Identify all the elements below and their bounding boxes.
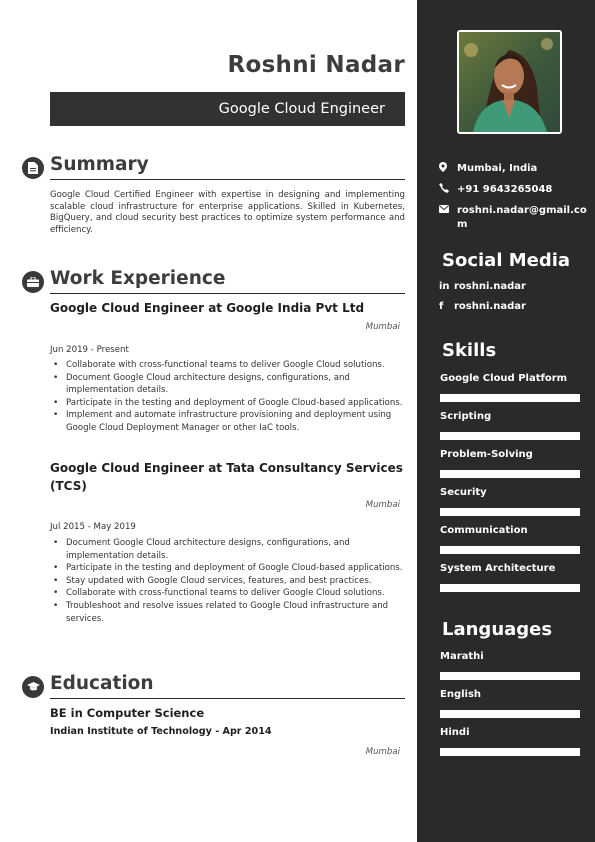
- list-item: • Participate in the testing and deployment of Google Cloud-based applications.: [50, 397, 405, 410]
- list-item: • Collaborate with cross-functional teams to deliver Google Cloud solutions.: [50, 587, 405, 600]
- social-item-facebook[interactable]: [439, 299, 589, 313]
- language-item: [440, 688, 580, 726]
- language-name: Marathi: [440, 651, 484, 662]
- language-level-bar: [440, 748, 580, 756]
- job-2-dates: Jul 2015 - May 2019: [50, 522, 136, 532]
- skill-level-bar: [440, 508, 580, 516]
- contact-location: [439, 162, 589, 177]
- skill-name: Communication: [440, 525, 528, 536]
- skill-level-bar: [440, 432, 580, 440]
- job-2-title: Google Cloud Engineer at Tata Consultancy Services (TCS): [50, 461, 403, 493]
- skill-item: [440, 448, 580, 486]
- briefcase-icon: [22, 271, 44, 293]
- summary-text: Google Cloud Certified Engineer with expertise in designing and implementing scalable cloud infrastructure for enterprise applications. Skilled in Kubernetes, BigQuery, and cloud security best practices to optimize system performance and efficiency.: [50, 190, 405, 235]
- phone-icon: [439, 183, 457, 198]
- list-item: • Collaborate with cross-functional teams to deliver Google Cloud solutions.: [50, 359, 405, 372]
- social-media-heading: Social Media: [442, 250, 571, 271]
- graduation-cap-icon: [22, 676, 44, 698]
- list-item: • Document Google Cloud architecture designs, configurations, and implementation details.: [50, 537, 405, 562]
- list-item: • Stay updated with Google Cloud services, features, and best practices.: [50, 575, 405, 588]
- facebook-icon: f: [439, 300, 444, 312]
- job-1-responsibilities: [50, 359, 405, 435]
- envelope-icon: [439, 204, 457, 218]
- job-1-dates: Jun 2019 - Present: [50, 345, 129, 355]
- social-item-linkedin[interactable]: [439, 279, 589, 293]
- skill-name: System Architecture: [440, 563, 556, 574]
- contact-info: [439, 162, 589, 238]
- sidebar: [417, 0, 595, 842]
- email-text: roshni.nadar@gmail.com: [457, 205, 587, 230]
- list-item: • Implement and automate infrastructure provisioning and deployment using Google Cloud Deployment Manager or other IaC tools.: [50, 409, 405, 434]
- list-item: • Document Google Cloud architecture designs, configurations, and implementation details.: [50, 372, 405, 397]
- education-location: Mumbai: [365, 747, 400, 757]
- linkedin-icon: in: [439, 280, 450, 292]
- languages-heading: Languages: [442, 619, 553, 640]
- skill-level-bar: [440, 394, 580, 402]
- job-2-responsibilities: [50, 537, 405, 625]
- skill-item: [440, 562, 580, 600]
- contact-phone[interactable]: [439, 183, 589, 198]
- contact-email[interactable]: [439, 204, 589, 232]
- skill-level-bar: [440, 584, 580, 592]
- skill-item: [440, 524, 580, 562]
- education-heading: Education: [50, 672, 405, 699]
- language-name: Hindi: [440, 727, 470, 738]
- phone-text: +91 9643265048: [457, 184, 553, 195]
- skill-level-bar: [440, 470, 580, 478]
- skills-heading: Skills: [442, 340, 497, 361]
- job-2-location: Mumbai: [365, 500, 400, 510]
- map-pin-icon: [439, 162, 457, 177]
- language-level-bar: [440, 710, 580, 718]
- degree-title: BE in Computer Science: [50, 706, 205, 720]
- skill-item: [440, 372, 580, 410]
- linkedin-handle: roshni.nadar: [454, 280, 526, 292]
- facebook-handle: roshni.nadar: [454, 300, 526, 312]
- skill-item: [440, 486, 580, 524]
- job-1-title: Google Cloud Engineer at Google India Pvt Ltd: [50, 301, 365, 315]
- languages-list: [440, 650, 580, 764]
- skill-item: [440, 410, 580, 448]
- skills-list: [440, 372, 580, 600]
- list-item: • Participate in the testing and deployment of Google Cloud-based applications.: [50, 562, 405, 575]
- list-item: • Troubleshoot and resolve issues related to Google Cloud infrastructure and services.: [50, 600, 405, 625]
- skill-name: Google Cloud Platform: [440, 373, 568, 384]
- skill-level-bar: [440, 546, 580, 554]
- language-item: [440, 726, 580, 764]
- candidate-name: Roshni Nadar: [227, 52, 405, 78]
- social-list: [439, 279, 589, 319]
- skill-name: Scripting: [440, 411, 492, 422]
- profile-photo: [457, 30, 562, 134]
- skill-name: Problem-Solving: [440, 449, 533, 460]
- work-experience-heading: Work Experience: [50, 267, 405, 294]
- document-icon: [22, 157, 44, 179]
- job-title-banner: Google Cloud Engineer: [50, 92, 405, 126]
- skill-name: Security: [440, 487, 487, 498]
- summary-heading: Summary: [50, 153, 405, 180]
- school-name: Indian Institute of Technology - Apr 2014: [50, 726, 272, 737]
- language-item: [440, 650, 580, 688]
- location-text: Mumbai, India: [457, 163, 538, 174]
- language-name: English: [440, 689, 482, 700]
- language-level-bar: [440, 672, 580, 680]
- job-1-location: Mumbai: [365, 322, 400, 332]
